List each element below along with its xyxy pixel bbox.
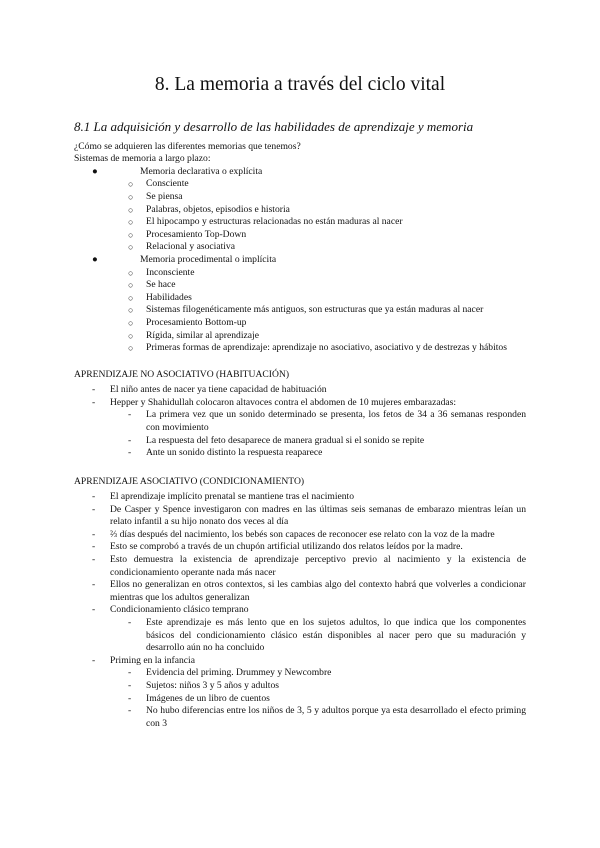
- list-item: [74, 304, 526, 317]
- intro-question: ¿Cómo se adquieren las diferentes memorias que tenemos?: [74, 141, 301, 152]
- list-item-text: Hepper y Shahidullah colocaron altavoces contra el abdomen de 10 mujeres embarazadas:: [110, 396, 457, 408]
- dash-bullet-icon: -: [128, 680, 132, 691]
- circle-bullet-icon: ○: [128, 343, 134, 354]
- list-item: [74, 617, 526, 655]
- list-item-text: Sistemas filogenéticamente más antiguos, son estructuras que ya están maduras al nacer: [146, 304, 484, 316]
- list-item: [74, 241, 526, 254]
- list-item: [74, 191, 526, 204]
- list-item-text: Palabras, objetos, episodios e historia: [146, 203, 290, 215]
- list-item-priming: [74, 655, 526, 668]
- list-item: [74, 342, 526, 355]
- dash-bullet-icon: -: [128, 617, 132, 629]
- dash-bullet-icon: -: [128, 434, 132, 446]
- list-item: [74, 216, 526, 229]
- list-item: [74, 409, 526, 434]
- list-item-declarativa: [74, 166, 526, 179]
- section-heading-8-1: 8.1 La adquisición y desarrollo de las habilidades de aprendizaje y memoria: [74, 119, 474, 134]
- heading-no-asociativo: APRENDIZAJE NO ASOCIATIVO (HABITUACIÓN): [74, 368, 290, 380]
- list-item-text: No hubo diferencias entre los niños de 3, 5 y adultos porque ya esta desarrollado el efecto priming con 3: [146, 705, 526, 729]
- list-item-text: La primera vez que un sonido determinado se presenta, los fetos de 34 a 36 semanas responden con movimiento: [146, 409, 526, 433]
- list-item: [74, 267, 526, 280]
- list-item-text: Evidencia del priming. Drummey y Newcombre: [146, 667, 332, 679]
- bullet-icon: ●: [92, 253, 98, 265]
- list-item: [74, 667, 526, 680]
- list-item: [74, 435, 526, 448]
- circle-bullet-icon: ○: [128, 280, 134, 291]
- list-item: [74, 397, 526, 410]
- list-item-text: Procesamiento Top-Down: [146, 228, 247, 240]
- intro-systems: Sistemas de memoria a largo plazo:: [74, 153, 211, 165]
- list-item-text: De Casper y Spence investigaron con madres en las últimas seis semanas de embarazo mientras leían un relato infantil a su hijo nonato dos veces al día: [110, 503, 526, 528]
- dash-bullet-icon: -: [128, 447, 132, 459]
- list-item-text: Imágenes de un libro de cuentos: [146, 692, 270, 704]
- no-asociativo-list: [74, 384, 526, 460]
- list-item: [74, 229, 526, 242]
- list-item-text: El niño antes de nacer ya tiene capacidad de habituación: [110, 384, 327, 396]
- dash-bullet-icon: -: [92, 491, 96, 503]
- list-item-text: Condicionamiento clásico temprano: [110, 604, 249, 616]
- list-item: [74, 178, 526, 191]
- list-item-text: Se hace: [146, 279, 176, 291]
- intro-block: [74, 141, 526, 166]
- list-item: [74, 541, 526, 554]
- list-item-text: Ante un sonido distinto la respuesta reaparece: [146, 447, 323, 459]
- list-item: [74, 579, 526, 604]
- dash-bullet-icon: -: [128, 692, 132, 704]
- circle-bullet-icon: ○: [128, 229, 134, 240]
- list-item: [74, 604, 526, 617]
- list-item: [74, 705, 526, 730]
- dash-bullet-icon: -: [92, 654, 96, 666]
- declarativa-label: Memoria declarativa o explícita: [140, 165, 263, 177]
- list-item: [74, 384, 526, 397]
- circle-bullet-icon: ○: [128, 179, 134, 190]
- list-item-procedimental: [74, 254, 526, 267]
- list-item: [74, 330, 526, 343]
- dash-bullet-icon: -: [128, 409, 132, 421]
- list-item: [74, 447, 526, 460]
- circle-bullet-icon: ○: [128, 317, 134, 328]
- list-item: [74, 491, 526, 504]
- list-item-text: Ellos no generalizan en otros contextos, si les cambias algo del contexto habrá que volverles a condicionar mientras que los adultos generalizan: [110, 579, 526, 603]
- list-item: [74, 204, 526, 217]
- list-item-text: La respuesta del feto desaparece de manera gradual si el sonido se repite: [146, 434, 425, 446]
- dash-bullet-icon: -: [92, 579, 96, 591]
- dash-bullet-icon: -: [128, 667, 132, 679]
- list-item: [74, 504, 526, 529]
- list-item-text: Primeras formas de aprendizaje: aprendizaje no asociativo, asociativo y de destrezas y hábitos: [146, 342, 507, 354]
- asociativo-list: [74, 491, 526, 730]
- dash-bullet-icon: -: [92, 604, 96, 616]
- list-item: [74, 529, 526, 542]
- page-title: 8. La memoria a través del ciclo vital: [154, 74, 446, 95]
- circle-bullet-icon: ○: [128, 292, 134, 303]
- list-item-text: Este aprendizaje es más lento que en los sujetos adultos, lo que indica que los componentes básicos del condicionamiento clásico están disponibles al nacer pero que su maduración y desarrollo aún no ha concluido: [146, 617, 526, 654]
- dash-bullet-icon: -: [92, 554, 96, 566]
- list-item-text: Rígida, similar al aprendizaje: [146, 329, 259, 341]
- dash-bullet-icon: -: [92, 528, 96, 540]
- procedimental-label: Memoria procedimental o implícita: [140, 253, 277, 265]
- dash-bullet-icon: -: [92, 396, 96, 408]
- list-item-text: Relacional y asociativa: [146, 241, 235, 253]
- list-item-text: ⅔ días después del nacimiento, los bebés son capaces de reconocer ese relato con la voz de la madre: [110, 528, 495, 540]
- list-item-text: Inconsciente: [146, 266, 195, 278]
- circle-bullet-icon: ○: [128, 267, 134, 278]
- dash-bullet-icon: -: [128, 705, 132, 717]
- circle-bullet-icon: ○: [128, 217, 134, 228]
- circle-bullet-icon: ○: [128, 242, 134, 253]
- list-item-text: Consciente: [146, 178, 189, 190]
- memory-systems-list: [74, 166, 526, 355]
- list-item: [74, 317, 526, 330]
- list-item: [74, 680, 526, 693]
- list-item-text: Se piensa: [146, 191, 183, 202]
- dash-bullet-icon: -: [92, 384, 96, 396]
- list-item: [74, 554, 526, 579]
- list-item: [74, 279, 526, 292]
- circle-bullet-icon: ○: [128, 204, 134, 215]
- circle-bullet-icon: ○: [128, 192, 134, 202]
- list-item-text: El aprendizaje implícito prenatal se mantiene tras el nacimiento: [110, 491, 355, 503]
- list-item-text: Procesamiento Bottom-up: [146, 316, 247, 328]
- dash-bullet-icon: -: [92, 503, 96, 515]
- list-item-text: Esto demuestra la existencia de aprendizaje perceptivo previo al nacimiento y la existencia de condicionamiento operante nada más nacer: [110, 554, 526, 578]
- dash-bullet-icon: -: [92, 541, 96, 553]
- list-item: [74, 693, 526, 706]
- bullet-icon: ●: [92, 165, 98, 177]
- list-item-text: Esto se comprobó a través de un chupón artificial utilizando dos relatos leídos por la madre.: [110, 541, 463, 553]
- priming-label: Priming en la infancia: [110, 654, 195, 666]
- list-item-text: Habilidades: [146, 291, 192, 303]
- list-item-text: Sujetos: niños 3 y 5 años y adultos: [146, 680, 279, 691]
- circle-bullet-icon: ○: [128, 330, 134, 341]
- circle-bullet-icon: ○: [128, 305, 134, 316]
- heading-asociativo: APRENDIZAJE ASOCIATIVO (CONDICIONAMIENTO): [74, 475, 305, 487]
- list-item-text: El hipocampo y estructuras relacionadas no están maduras al nacer: [146, 216, 403, 228]
- list-item: [74, 292, 526, 305]
